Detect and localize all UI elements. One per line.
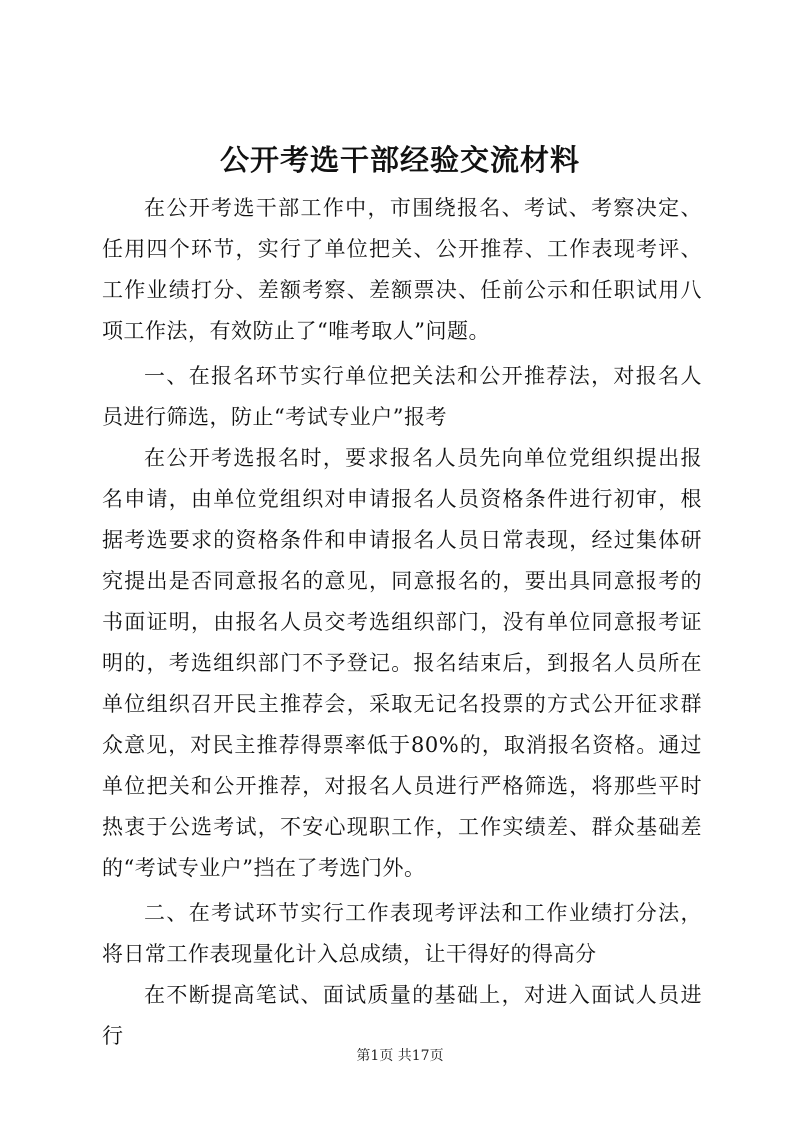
page-footer: 第1页 共17页 [356, 1048, 444, 1064]
document-title: 公开考选干部经验交流材料 [219, 143, 580, 177]
section-heading-1: 一、在报名环节实行单位把关法和公开推荐法，对报名人员进行筛选，防止“考试专业户”报考 [102, 364, 702, 429]
document-body [102, 188, 702, 1057]
section-1-paragraph: 在公开考选报名时，要求报名人员先向单位党组织提出报名申请，由单位党组织对申请报名人员资格条件进行初审，根据考选要求的资格条件和申请报名人员日常表现，经过集体研究提出是否同意报名的意见，同意报名的，要出具同意报考的书面证明，由报名人员交考选组织部门，没有单位同意报考证明的，考选组织部门不予登记。报名结束后，到报名人员所在单位组织召开民主推荐会，采取无记名投票的方式公开征求群众意见，对民主推荐得票率低于80%的，取消报名资格。通过单位把关和公开推荐，对报名人员进行严格筛选，将那些平时热衷于公选考试，不安心现职工作，工作实绩差、群众基础差的“考试专业户”挡在了考选门外。 [102, 446, 702, 880]
section-heading-2: 二、在考试环节实行工作表现考评法和工作业绩打分法，将日常工作表现量化计入总成绩，让干得好的得高分 [102, 901, 702, 966]
intro-paragraph: 在公开考选干部工作中，市围绕报名、考试、考察决定、任用四个环节，实行了单位把关、公开推荐、工作表现考评、工作业绩打分、差额考察、差额票决、任前公示和任职试用八项工作法，有效防止了“唯考取人”问题。 [102, 196, 702, 343]
section-2-paragraph: 在不断提高笔试、面试质量的基础上，对进入面试人员进行 [102, 983, 702, 1048]
